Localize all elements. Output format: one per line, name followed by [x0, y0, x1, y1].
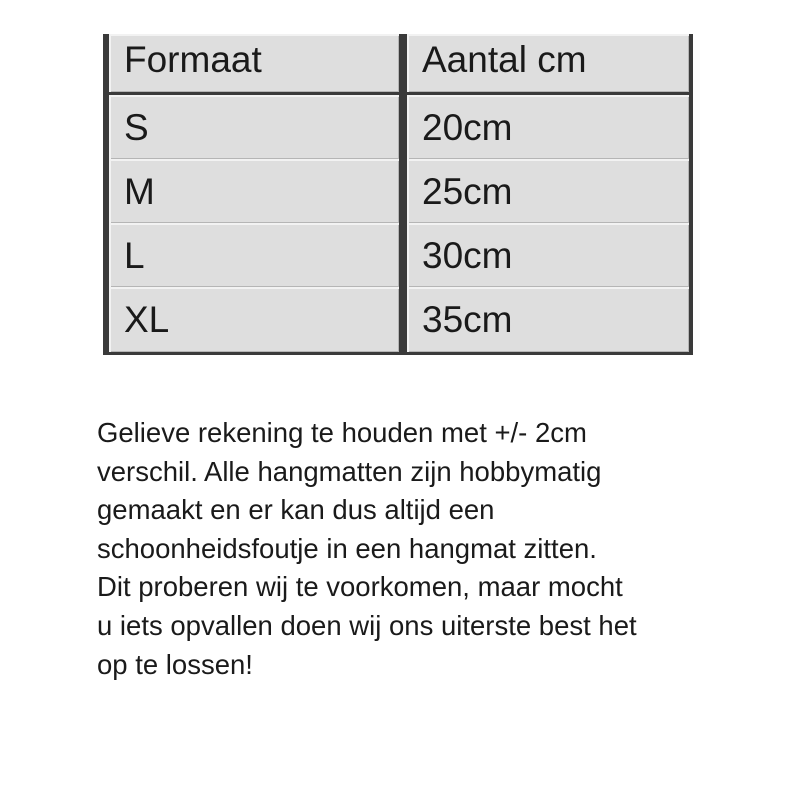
- header-cell-aantal-cm: Aantal cm: [407, 34, 689, 92]
- cm-cell: 20cm: [407, 95, 689, 159]
- size-cell: L: [109, 223, 399, 287]
- cm-cell: 25cm: [407, 159, 689, 223]
- table-row: [106, 287, 690, 352]
- size-cell: XL: [109, 287, 399, 352]
- cm-cell: 30cm: [407, 223, 689, 287]
- size-cell: S: [109, 95, 399, 159]
- header-cell-formaat: Formaat: [109, 34, 399, 92]
- note-line: gemaakt en er kan dus altijd een: [97, 494, 495, 526]
- cm-cell: 35cm: [407, 287, 689, 352]
- note-line: Dit proberen wij te voorkomen, maar mocht: [97, 571, 623, 603]
- note-line: verschil. Alle hangmatten zijn hobbymatig: [97, 455, 602, 487]
- size-cell: M: [109, 159, 399, 223]
- note-line: schoonheidsfoutje in een hangmat zitten.: [97, 532, 597, 564]
- table-header-row: [106, 34, 690, 92]
- table-row: [106, 159, 690, 223]
- size-table: [103, 34, 693, 355]
- note-line: op te lossen!: [97, 648, 253, 680]
- table-row: [106, 223, 690, 287]
- tolerance-note: [97, 414, 737, 684]
- table-row: [106, 95, 690, 159]
- note-line: Gelieve rekening te houden met +/- 2cm: [97, 417, 587, 448]
- note-line: u iets opvallen doen wij ons uiterste best het: [97, 609, 637, 641]
